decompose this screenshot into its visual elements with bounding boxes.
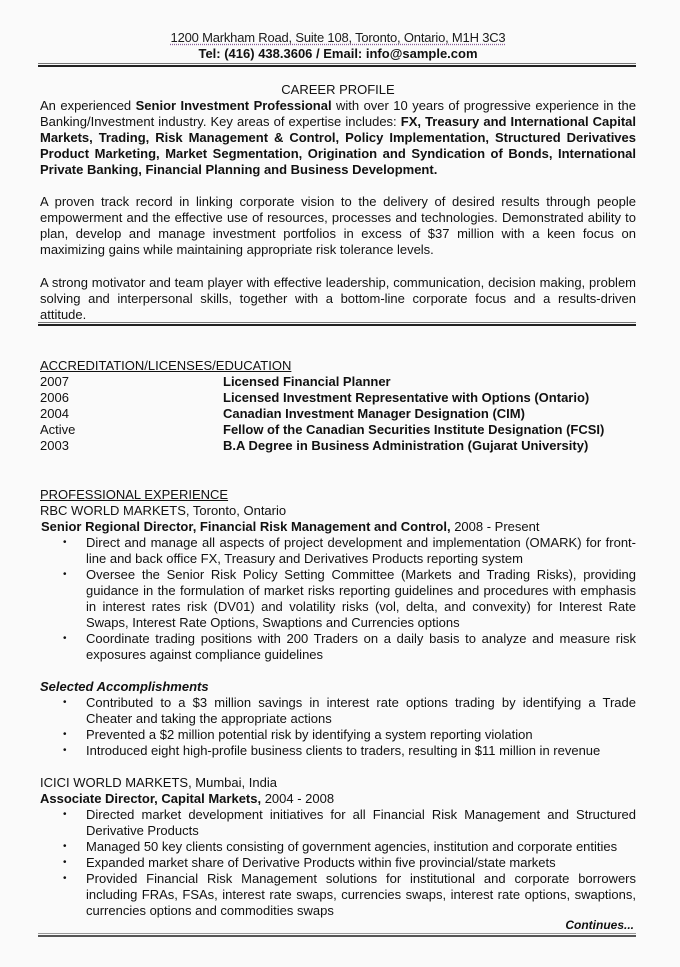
- credential-year: Active: [40, 422, 76, 437]
- bullet-icon: •: [63, 537, 67, 548]
- list-item: [40, 695, 636, 727]
- bullet-text: Prevented a $2 million potential risk by identifying a system reporting violation: [86, 727, 533, 742]
- bullet-icon: •: [63, 841, 67, 852]
- career-profile-paragraph-1: [40, 98, 636, 178]
- p1-text-2: with over 10 years of progressive experience in the Banking/Investment industry. Key areas of expertise includes:: [40, 98, 636, 129]
- job-role-line: [40, 791, 334, 807]
- credential-row: [40, 374, 636, 390]
- credential-row: [40, 406, 636, 422]
- credential-title: Licensed Financial Planner: [223, 374, 391, 389]
- career-profile-paragraph-3: A strong motivator and team player with effective leadership, communication, decision making, problem solving and interpersonal skills, together with a bottom-line corporate focus and a results-driven attitude.: [40, 275, 636, 322]
- list-item: [40, 839, 636, 855]
- job-company: ICICI WORLD MARKETS, Mumbai, India: [40, 775, 277, 790]
- credential-title: Fellow of the Canadian Securities Institute Designation (FCSI): [223, 422, 605, 437]
- bullet-text: Managed 50 key clients consisting of government agencies, institution and corporate entities: [86, 839, 618, 854]
- credential-year: 2004: [40, 406, 69, 421]
- bullet-icon: •: [63, 857, 67, 868]
- list-item: [40, 855, 636, 871]
- list-item: [40, 535, 636, 567]
- credential-year: 2003: [40, 438, 69, 453]
- address-line: 1200 Markham Road, Suite 108, Toronto, Ontario, M1H 3C3: [170, 30, 506, 45]
- list-item: [40, 727, 636, 743]
- bullet-text: Introduced eight high-profile business clients to traders, resulting in $11 million in revenue: [86, 743, 601, 758]
- experience-heading: PROFESSIONAL EXPERIENCE: [40, 487, 229, 502]
- credential-row: [40, 390, 636, 406]
- bullet-text: Coordinate trading positions with 200 Traders on a daily basis to analyze and measure risk exposures against compliance guidelines: [86, 631, 636, 662]
- job-role-line: [41, 519, 539, 535]
- job-responsibilities: [40, 807, 636, 919]
- career-profile-paragraph-2: A proven track record in linking corporate vision to the delivery of desired results through people empowerment and the effective use of resources, processes and technologies. Demonstrated ability to plan, develop and manage investment portfolios in excess of $37 million with a keen focus on maximizing gains while maintaining appropriate risk tolerance levels.: [40, 194, 636, 257]
- list-item: [40, 871, 636, 919]
- credential-year: 2007: [40, 374, 69, 389]
- p1-bold-1: Senior Investment Professional: [135, 98, 332, 113]
- p1-bold-2: FX, Treasury and International Capital Markets, Trading, Risk Management & Control, Policy Implementation, Structured Derivatives Product Marketing, Market Segmentation, Origination and Syndication of Bonds, International Private Banking, Financial Planning and Business Development.: [40, 114, 636, 177]
- header-divider: [38, 63, 636, 67]
- credential-row: [40, 422, 636, 438]
- list-item: [40, 631, 636, 663]
- accreditation-heading: ACCREDITATION/LICENSES/EDUCATION: [40, 358, 292, 373]
- accomplishments-list: [40, 695, 636, 759]
- credential-title: Licensed Investment Representative with Options (Ontario): [223, 390, 590, 405]
- bullet-icon: •: [63, 745, 67, 756]
- job-dates: 2008 - Present: [450, 519, 540, 534]
- continues-label: Continues...: [565, 918, 634, 932]
- bullet-text: Expanded market share of Derivative Products within five provincial/state markets: [86, 855, 556, 870]
- bullet-icon: •: [63, 697, 67, 708]
- bullet-icon: •: [63, 633, 67, 644]
- job-dates: 2004 - 2008: [261, 791, 335, 806]
- job-role: Senior Regional Director, Financial Risk Management and Control,: [41, 519, 451, 534]
- bullet-text: Directed market development initiatives for all Financial Risk Management and Structured Derivative Products: [86, 807, 636, 838]
- credential-title: B.A Degree in Business Administration (Gujarat University): [223, 438, 589, 453]
- list-item: [40, 743, 636, 759]
- credential-row: [40, 438, 636, 454]
- bullet-text: Contributed to a $3 million savings in interest rate options trading by identifying a Trade Cheater and taking the appropriate actions: [86, 695, 636, 726]
- footer-divider: [38, 933, 636, 937]
- bullet-text: Provided Financial Risk Management solutions for institutional and corporate borrowers including FRAs, FSAs, interest rate swaps, currencies swaps, interest rate options, swaptions, currencies options and commodities swaps: [86, 871, 636, 918]
- contact-line: Tel: (416) 438.3606 / Email: info@sample.com: [198, 46, 478, 61]
- p1-text-1: An experienced: [40, 98, 136, 113]
- bullet-icon: •: [63, 569, 67, 580]
- bullet-text: Oversee the Senior Risk Policy Setting Committee (Markets and Trading Risks), providing guidance in the formulation of market risks reporting guidelines and procedures with emphasis in interest rates risk (DV01) and volatility risks (vol, delta, and convexity) for Interest Rate Swaps, Interest Rate Options, Swaptions and Currencies options: [86, 567, 636, 630]
- bullet-icon: •: [63, 729, 67, 740]
- bullet-text: Direct and manage all aspects of project development and implementation (OMARK) for front-line and back office FX, Treasury and Derivatives Products reporting system: [86, 535, 636, 566]
- job-responsibilities: [40, 535, 636, 663]
- career-profile-heading: CAREER PROFILE: [281, 82, 395, 97]
- credential-year: 2006: [40, 390, 69, 405]
- accomplishments-heading: Selected Accomplishments: [40, 679, 209, 694]
- job-company: RBC WORLD MARKETS, Toronto, Ontario: [40, 503, 287, 518]
- credential-title: Canadian Investment Manager Designation (CIM): [223, 406, 525, 421]
- list-item: [40, 567, 636, 631]
- profile-divider: [38, 322, 636, 326]
- list-item: [40, 807, 636, 839]
- bullet-icon: •: [63, 809, 67, 820]
- bullet-icon: •: [63, 873, 67, 884]
- job-role: Associate Director, Capital Markets,: [40, 791, 262, 806]
